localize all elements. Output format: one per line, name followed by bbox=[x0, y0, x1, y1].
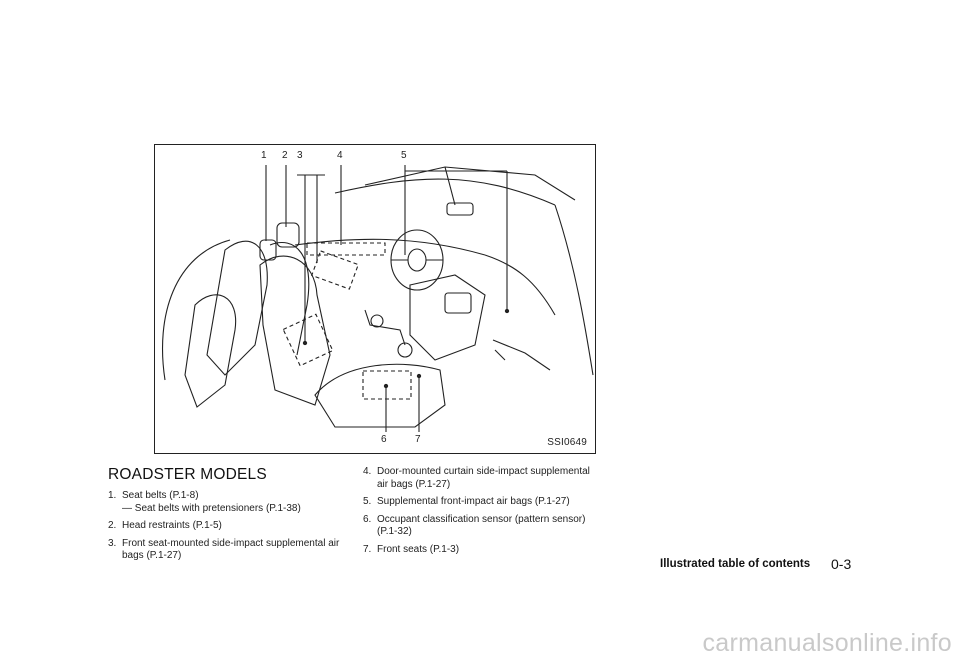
list-item bbox=[363, 544, 603, 557]
list-column-right bbox=[363, 466, 603, 561]
item-number: 7. bbox=[363, 543, 372, 555]
callout-7: 7 bbox=[415, 434, 421, 445]
item-text: Door-mounted curtain side-impact supplemental air bags (P.1-27) bbox=[377, 466, 590, 490]
section-title: ROADSTER MODELS bbox=[108, 466, 267, 483]
callout-4: 4 bbox=[337, 150, 343, 161]
item-number: 1. bbox=[108, 490, 117, 501]
item-number: 4. bbox=[363, 466, 372, 477]
item-text: Head restraints (P.1-5) bbox=[122, 520, 222, 531]
list-item bbox=[363, 514, 603, 539]
item-number: 6. bbox=[363, 513, 372, 525]
item-number: 2. bbox=[108, 520, 117, 531]
list-item bbox=[363, 466, 603, 491]
list-column-left bbox=[108, 490, 348, 568]
item-number: 5. bbox=[363, 496, 372, 507]
item-number: 3. bbox=[108, 537, 117, 549]
car-interior-illustration bbox=[155, 145, 595, 453]
item-text: Seat belts (P.1-8) bbox=[122, 490, 199, 501]
item-text: Front seats (P.1-3) bbox=[377, 543, 460, 555]
figure-code: SSI0649 bbox=[547, 437, 587, 448]
page-number: 0-3 bbox=[831, 556, 852, 572]
list-item bbox=[108, 538, 348, 563]
callout-2: 2 bbox=[282, 150, 288, 161]
footer-section-title: Illustrated table of contents bbox=[660, 558, 811, 570]
item-subtext: — Seat belts with pretensioners (P.1-38) bbox=[122, 502, 301, 514]
list-item bbox=[108, 490, 348, 515]
list-item bbox=[363, 496, 603, 509]
watermark: carmanualsonline.info bbox=[702, 629, 952, 657]
item-text: Occupant classification sensor (pattern sensor) (P.1-32) bbox=[377, 513, 586, 537]
item-text: Front seat-mounted side-impact supplemental air bags (P.1-27) bbox=[122, 537, 340, 561]
list-item bbox=[108, 520, 348, 533]
item-text: Supplemental front-impact air bags (P.1-27) bbox=[377, 496, 570, 507]
figure-frame bbox=[154, 144, 596, 454]
callout-6: 6 bbox=[381, 434, 387, 445]
callout-3: 3 bbox=[297, 150, 303, 161]
callout-5: 5 bbox=[401, 150, 407, 161]
callout-1: 1 bbox=[261, 150, 267, 161]
